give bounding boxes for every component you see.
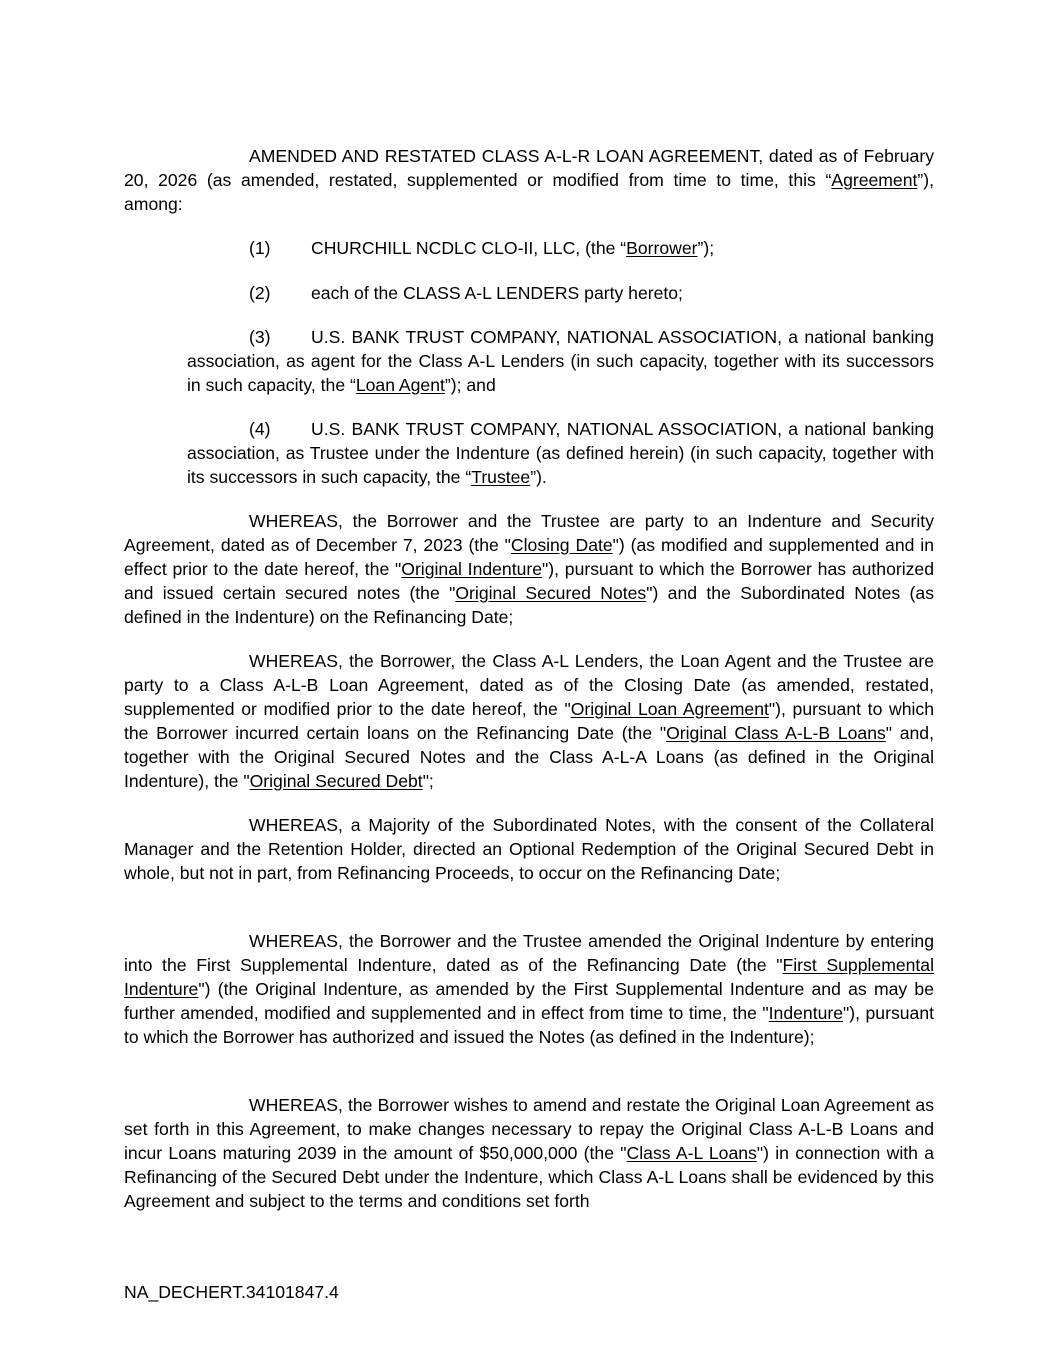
recital-3: WHEREAS, a Majority of the Subordinated Notes, with the consent of the Collateral Manager and the Retention Holder, directed an Optional Redemption of the Original Secured Debt in whole, but not in part, from Refinancing Proceeds, to occur on the Refinancing Date; — [124, 815, 934, 883]
defined-term-loan-agent: Loan Agent — [355, 374, 445, 395]
agreement-title: AMENDED AND RESTATED CLASS A-L-R LOAN AGREEMENT — [249, 146, 759, 166]
defined-term-original-secured-debt: Original Secured Debt — [249, 770, 423, 791]
intro-paragraph: AMENDED AND RESTATED CLASS A-L-R LOAN AGREEMENT, dated as of February 20, 2026 (as amended, restated, supplemented or modified from time to time, this “Agreement”), among: — [124, 146, 934, 214]
defined-term-borrower: Borrower — [626, 238, 698, 258]
party-2: (2) each of the CLASS A-L LENDERS party hereto; — [249, 283, 683, 303]
recital-1: WHEREAS, the Borrower and the Trustee are party to an Indenture and Security Agreement, dated as of December 7, 2023 (the "Closing Date") (as modified and supplemented and in effect prior to the date hereof, the "Original Indenture"), pursuant to which the Borrower has authorized and issued certain secured notes (the "Original Secured Notes") and the Subordinated Notes (as defined in the Indenture) on the Refinancing Date; — [124, 511, 934, 627]
party-3: (3) U.S. BANK TRUST COMPANY, NATIONAL ASSOCIATION, a national banking association, as agent for the Class A-L Lenders (in such capacity, together with its successors in such capacity, the “Loan Agent”); and — [187, 327, 934, 395]
defined-term-original-secured-notes: Original Secured Notes — [455, 582, 647, 603]
defined-term-indenture: Indenture — [768, 1002, 844, 1023]
party-1: (1) CHURCHILL NCDLC CLO-II, LLC, (the “Borrower”); — [249, 238, 715, 258]
party-name: U.S. BANK TRUST COMPANY, NATIONAL ASSOCIATION — [311, 419, 778, 439]
party-name: CHURCHILL NCDLC CLO-II, LLC — [311, 238, 576, 258]
document-id-footer: NA_DECHERT.34101847.4 — [124, 1282, 339, 1302]
defined-term-original-loan-agreement: Original Loan Agreement — [570, 698, 769, 719]
recital-2: WHEREAS, the Borrower, the Class A-L Lenders, the Loan Agent and the Trustee are party to a Class A-L-B Loan Agreement, dated as of the Closing Date (as amended, restated, supplemented or modified prior to the date hereof, the "Original Loan Agreement"), pursuant to which the Borrower incurred certain loans on the Refinancing Date (the "Original Class A-L-B Loans" and, together with the Original Secured Notes and the Class A-L-A Loans (as defined in the Original Indenture), the "Original Secured Debt"; — [124, 651, 934, 791]
recital-5: WHEREAS, the Borrower wishes to amend and restate the Original Loan Agreement as set forth in this Agreement, to make changes necessary to repay the Original Class A-L-B Loans and incur Loans maturing 2039 in the amount of $50,000,000 (the "Class A-L Loans") in connection with a Refinancing of the Secured Debt under the Indenture, which Class A-L Loans shall be evidenced by this Agreement and subject to the terms and conditions set forth — [124, 1095, 934, 1211]
defined-term-closing-date: Closing Date — [510, 534, 613, 555]
defined-term-trustee: Trustee — [471, 466, 531, 487]
defined-term-first-supplemental-indenture: First Supplemental Indenture — [124, 954, 934, 999]
defined-term-class-a-l-loans: Class A-L Loans — [626, 1142, 757, 1163]
defined-term-original-class-a-l-b-loans: Original Class A-L-B Loans — [666, 722, 886, 743]
recital-4: WHEREAS, the Borrower and the Trustee amended the Original Indenture by entering into the First Supplemental Indenture, dated as of the Refinancing Date (the "First Supplemental Indenture") (the Original Indenture, as amended by the First Supplemental Indenture and as may be further amended, modified and supplemented and in effect from time to time, the "Indenture"), pursuant to which the Borrower has authorized and issued the Notes (as defined in the Indenture); — [124, 931, 934, 1047]
party-name: U.S. BANK TRUST COMPANY, NATIONAL ASSOCIATION — [311, 327, 778, 347]
party-4: (4) U.S. BANK TRUST COMPANY, NATIONAL ASSOCIATION, a national banking association, as Trustee under the Indenture (as defined herein) (in such capacity, together with its successors in such capacity, the “Trustee”). — [187, 419, 934, 487]
defined-term-original-indenture: Original Indenture — [401, 558, 543, 579]
defined-term-agreement: Agreement — [831, 169, 918, 190]
